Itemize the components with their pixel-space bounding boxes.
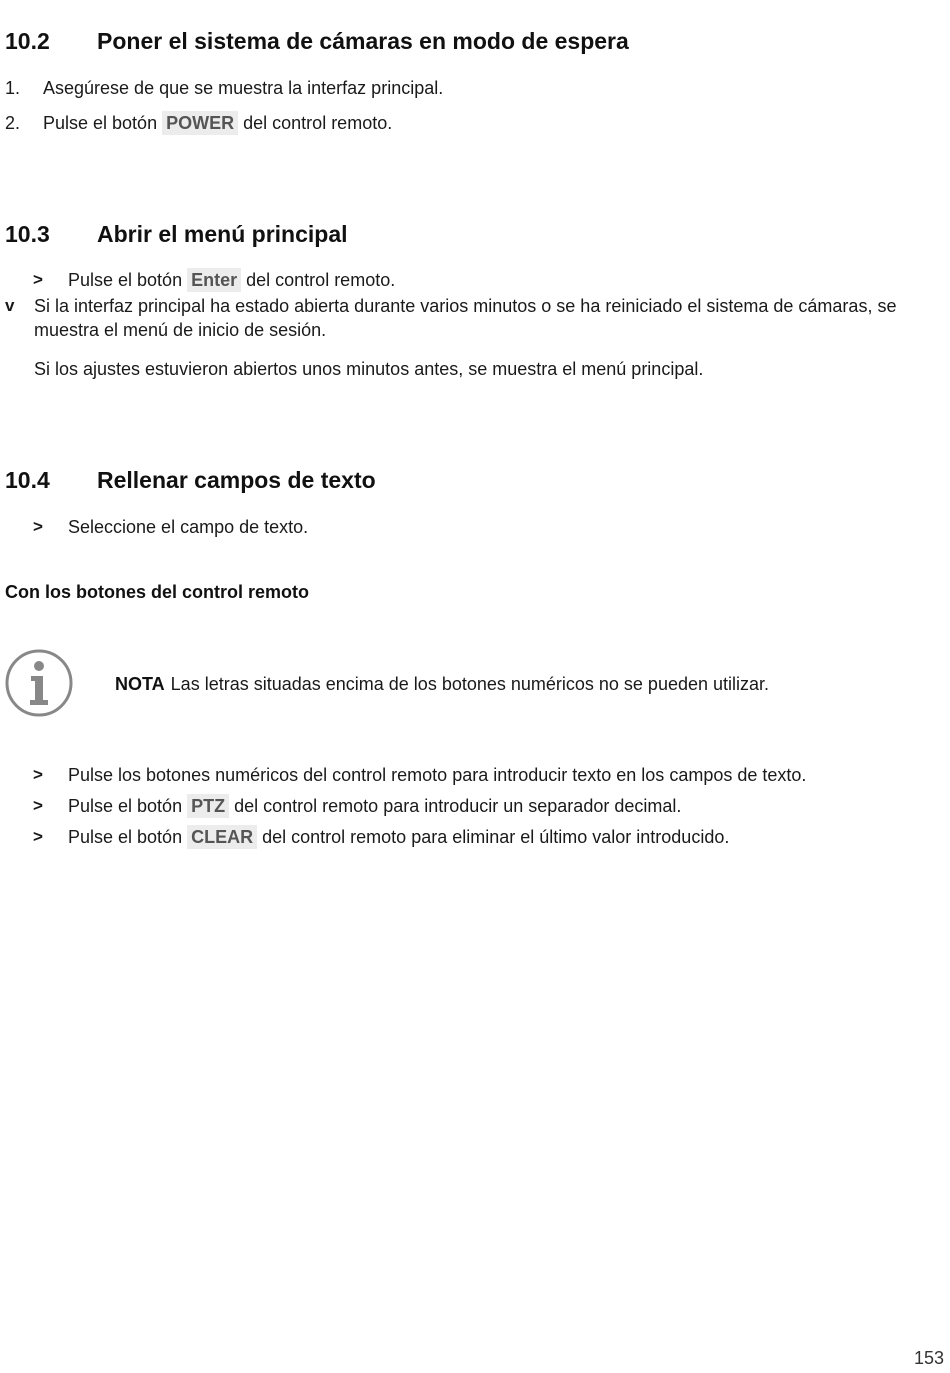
power-key-label: POWER bbox=[162, 111, 238, 135]
section-title: Abrir el menú principal bbox=[97, 221, 348, 247]
action-item bbox=[5, 825, 905, 849]
action-text-post: del control remoto para eliminar el último valor introducido. bbox=[262, 827, 730, 847]
chevron-right-icon: > bbox=[33, 827, 43, 846]
list-item bbox=[5, 111, 905, 135]
section-10-3-heading bbox=[5, 221, 905, 251]
action-text: Seleccione el campo de texto. bbox=[68, 517, 309, 537]
section-number: 10.2 bbox=[5, 28, 50, 54]
result-text-line: muestra el menú de inicio de sesión. bbox=[34, 320, 327, 340]
chevron-right-icon: > bbox=[33, 765, 43, 784]
section-number: 10.3 bbox=[5, 221, 50, 247]
action-text-pre: Pulse el botón bbox=[68, 270, 183, 290]
chevron-right-icon: > bbox=[33, 270, 43, 289]
section-title: Rellenar campos de texto bbox=[97, 467, 376, 493]
page-number: 153 bbox=[913, 1348, 944, 1368]
result-item bbox=[5, 294, 935, 344]
chevron-right-icon: > bbox=[33, 517, 43, 536]
enter-key-label: Enter bbox=[187, 268, 241, 292]
note-label: NOTA bbox=[115, 674, 165, 694]
list-item bbox=[5, 76, 905, 100]
action-item bbox=[5, 794, 905, 818]
section-number: 10.4 bbox=[5, 467, 50, 493]
section-title: Poner el sistema de cámaras en modo de espera bbox=[97, 28, 629, 54]
ptz-key-label: PTZ bbox=[187, 794, 229, 818]
action-item bbox=[5, 515, 905, 539]
action-item bbox=[5, 763, 905, 787]
clear-key-label: CLEAR bbox=[187, 825, 257, 849]
action-text-pre: Pulse el botón bbox=[68, 827, 183, 847]
action-text: Pulse los botones numéricos del control remoto para introducir texto en los campos de texto. bbox=[68, 765, 807, 785]
step-number: 2. bbox=[5, 113, 21, 133]
action-text bbox=[68, 268, 395, 292]
step-text bbox=[43, 111, 392, 135]
chevron-down-icon: v bbox=[5, 296, 15, 315]
chevron-right-icon: > bbox=[33, 796, 43, 815]
section-10-2-heading bbox=[5, 28, 905, 58]
note-text bbox=[115, 672, 769, 696]
step-text-post: del control remoto. bbox=[243, 113, 393, 133]
info-icon bbox=[4, 648, 74, 718]
action-item bbox=[5, 268, 905, 292]
action-text bbox=[68, 825, 729, 849]
action-text-post: del control remoto. bbox=[246, 270, 396, 290]
action-text-post: del control remoto para introducir un separador decimal. bbox=[234, 796, 682, 816]
result-text-line: Si la interfaz principal ha estado abierta durante varios minutos o se ha reiniciado el sistema de cámaras, se bbox=[34, 296, 897, 316]
note-body: Las letras situadas encima de los botones numéricos no se pueden utilizar. bbox=[170, 674, 770, 694]
step-text: Asegúrese de que se muestra la interfaz principal. bbox=[43, 78, 444, 98]
subheading: Con los botones del control remoto bbox=[5, 582, 310, 602]
paragraph: Si los ajustes estuvieron abiertos unos minutos antes, se muestra el menú principal. bbox=[34, 359, 704, 379]
action-text bbox=[68, 794, 681, 818]
section-10-4-heading bbox=[5, 467, 905, 497]
action-text-pre: Pulse el botón bbox=[68, 796, 183, 816]
step-text-pre: Pulse el botón bbox=[43, 113, 158, 133]
step-number: 1. bbox=[5, 78, 21, 98]
